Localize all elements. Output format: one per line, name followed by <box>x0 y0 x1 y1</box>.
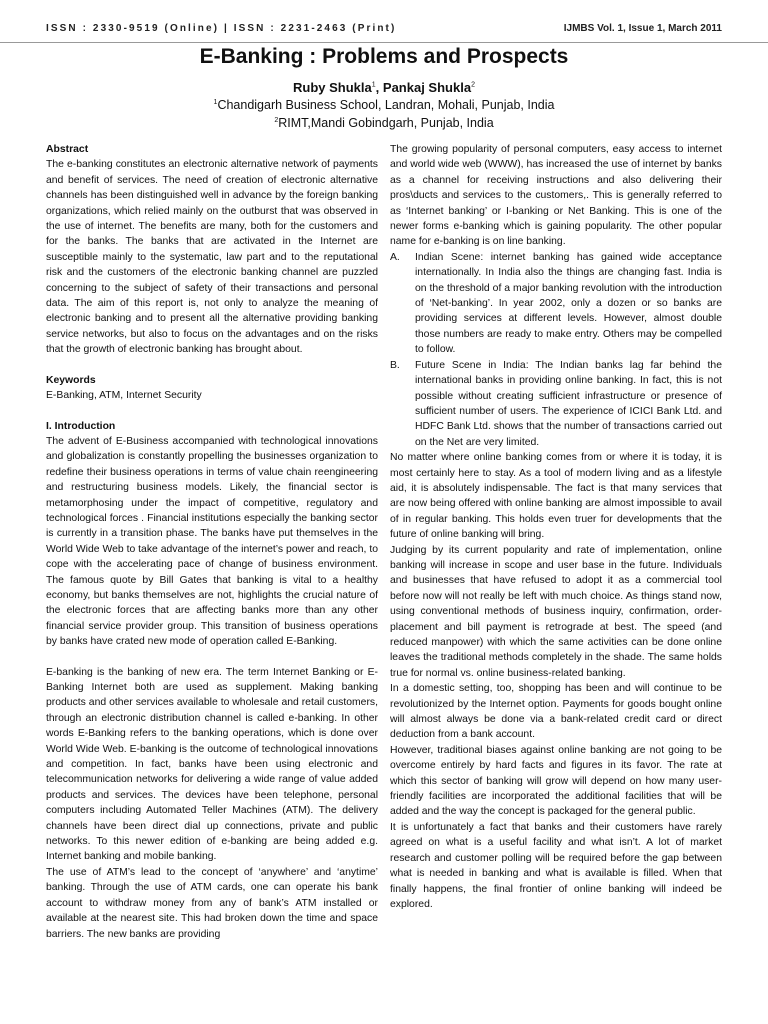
keywords-heading: Keywords <box>46 374 96 386</box>
right-paragraph-4: In a domestic setting, too, shopping has been and will continue to be revolutionized by the Internet option. Payments for goods bought online will almost always be done via a bank-related credit card or direct deduction from a bank account. <box>390 683 722 741</box>
keywords-text: E-Banking, ATM, Internet Security <box>46 390 202 402</box>
affiliation-2-sup: 2 <box>274 116 279 124</box>
journal-info: IJMBS Vol. 1, Issue 1, March 2011 <box>563 23 722 34</box>
affiliation-1-sup: 1 <box>213 98 218 106</box>
affiliation-2-text: RIMT,Mandi Gobindgarh, Punjab, India <box>278 116 494 130</box>
abstract-heading: Abstract <box>46 144 89 155</box>
intro-paragraph-1: The advent of E-Business accompanied with technological innovations and globalization is constantly propelling the businesses organization to redefine their business operations in terms of value chain reengineering and restructuring business models. Likely, the financial sector is metamorphosing under the impact of competitive, regulatory and technological forces . Financial institutions especially the banking sector is currently in a transition phase. The banks have put themselves in the World Wide Web to take advantage of the internet’s power and reach, to cope with the accelerating pace of change of business environment. The famous quote by Bill Gates that banking is vital to a healthy economy, but banks themselves are not, highlights the crucial nature of the electronic forces that are affecting banks more than any other financial service provider group. This transition of business operations by banks have crated new mode of operation called E-Banking. <box>46 435 378 648</box>
affiliation-1-text: Chandigarh Business School, Landran, Mohali, Punjab, India <box>217 98 555 112</box>
scene-list <box>390 250 722 450</box>
list-item <box>390 358 722 450</box>
left-column <box>46 142 378 942</box>
right-paragraph-2: No matter where online banking comes from or where it is today, it is most certainly here to stay. As a tool of modern living and as a lifestyle aid, it is absolutely indispensable. The fact is that many services that are now being offered with online banking are almost impossible to avail of in regular banking. This holds even truer for developments that the future of online banking will bring. <box>390 452 722 541</box>
affiliation-1 <box>0 98 768 112</box>
author-1: Ruby Shukla <box>293 80 372 95</box>
paper-title: E-Banking : Problems and Prospects <box>199 45 569 68</box>
list-item <box>390 250 722 358</box>
right-paragraph-5: However, traditional biases against online banking are not going to be overcome entirely by hard facts and figures in its favor. The rate at which this sector of banking will grow will depend on how many user-friendly facilities are incorporated the additional facilities that will be added and the way the concept is packaged for the general public. <box>390 744 722 818</box>
list-marker: A. <box>390 251 400 263</box>
list-item-text: Indian Scene: internet banking has gained wide acceptance internationally. In India also the things are changing fast. India is on the threshold of a major banking revolution with the introduction of ‘Net-banking’. In year 2002, only a dozen or so banks are providing services at different levels. However, almost double those numbers are ready to make entry. Others may be compelled to follow. <box>415 251 722 356</box>
author-2-sup: 2 <box>471 81 475 89</box>
right-column <box>390 142 722 912</box>
right-paragraph-3: Judging by its current popularity and rate of implementation, online banking will increase in scope and user base in the future. Individuals and businesses that have refused to adopt it as a commercial tool before now will not really be left with much choice. As things stand now, using conventional methods of business inquiry, confirmation, order-placement and bill payment is retrograde at best. The speed (and reduced manpower) with which the same activities can be done online leaves the traditional methods completely in the shade. The same holds true for normal vs. online business-related banking. <box>390 544 722 679</box>
author-2: Pankaj Shukla <box>382 80 472 95</box>
introduction-heading: I. Introduction <box>46 420 116 432</box>
author-separator: , <box>375 80 383 95</box>
right-paragraph-6: It is unfortunately a fact that banks and their customers have rarely agreed on what is a useful facility and what isn’t. A lot of market research and customer polling will be required before the gap between what is needed in banking and what is available is filled. When that finally happens, the final frontier of online banking will indeed be explored. <box>390 821 722 910</box>
abstract-text: The e-banking constitutes an electronic alternative network of payments and benefit of services. The need of creation of electronic alternative channels has been distinguished well in advance by the foreign banking organizations, which relied mainly on the outburst that was observed in the use of internet. The benefits are many, both for the customers and for the banks. The banks that are activated in the Internet are susceptible mainly to the systematic, law part and to the reputational risk and the customers of the electronic banking channel are puzzled concerning to the subject of safety of their transactions and personal data. The aim of this report is, not only to analyze the meaning of electronic banking and to present all the alternative providing banking service networks, but also to focus on the advantages and on the risks that the growth of electronic banking has brought about. <box>46 159 378 356</box>
right-paragraph-1: The growing popularity of personal computers, easy access to internet and world wide web (WWW), has increased the use of internet by banks as a channel for receiving instructions and also delivering their pros\ducts and services to the customers,. This is generally referred to as ‘Internet banking’ or I-banking or Net Banking. This is one of the newer forms e-banking which is gaining popularity. The other popular name for e-banking is on line banking. <box>390 144 722 248</box>
issn-line: ISSN : 2330-9519 (Online) | ISSN : 2231-2463 (Print) <box>46 23 397 34</box>
intro-paragraph-2: E-banking is the banking of new era. The term Internet Banking or E-Banking Internet both are used as supplement. Making banking products and other services available to wholesale and retail customers, through an electronic distribution channel is called e-banking. In other words E-Banking refers to the banking operations, which is done over World Wide Web. E-banking is the outcome of technological innovations and competition. In fact, banks have been using electronic and telecommunication networks for delivering a wide range of value added products and services. The devices have been telephone, personal computers including Automated Teller Machines (ATM). The delivery channels have been direct dial up connections, private and public networks. To this newer edition of e-banking are being added e.g. Internet banking and mobile banking. <box>46 666 378 863</box>
list-marker: B. <box>390 359 400 371</box>
list-item-text: Future Scene in India: The Indian banks lag far behind the international banks in providing online banking. In fact, this is not possible without creating sufficient infrastructure or presence of sufficient number of users. The experience of ICICI Bank Ltd. and HDFC Bank Ltd. shows that the number of transactions carried out on the Net are very limited. <box>415 359 722 448</box>
author-line <box>0 80 768 95</box>
running-header <box>0 0 768 43</box>
author-1-sup: 1 <box>371 81 376 89</box>
affiliation-2 <box>0 116 768 130</box>
intro-paragraph-3: The use of ATM’s lead to the concept of ‘anywhere’ and ‘anytime’ banking. Through the use of ATM cards, one can operate his bank account to withdraw money from any of bank’s ATM installed or available at the nearest site. This had broken down the time and space barriers. The new banks are providing <box>46 866 378 940</box>
